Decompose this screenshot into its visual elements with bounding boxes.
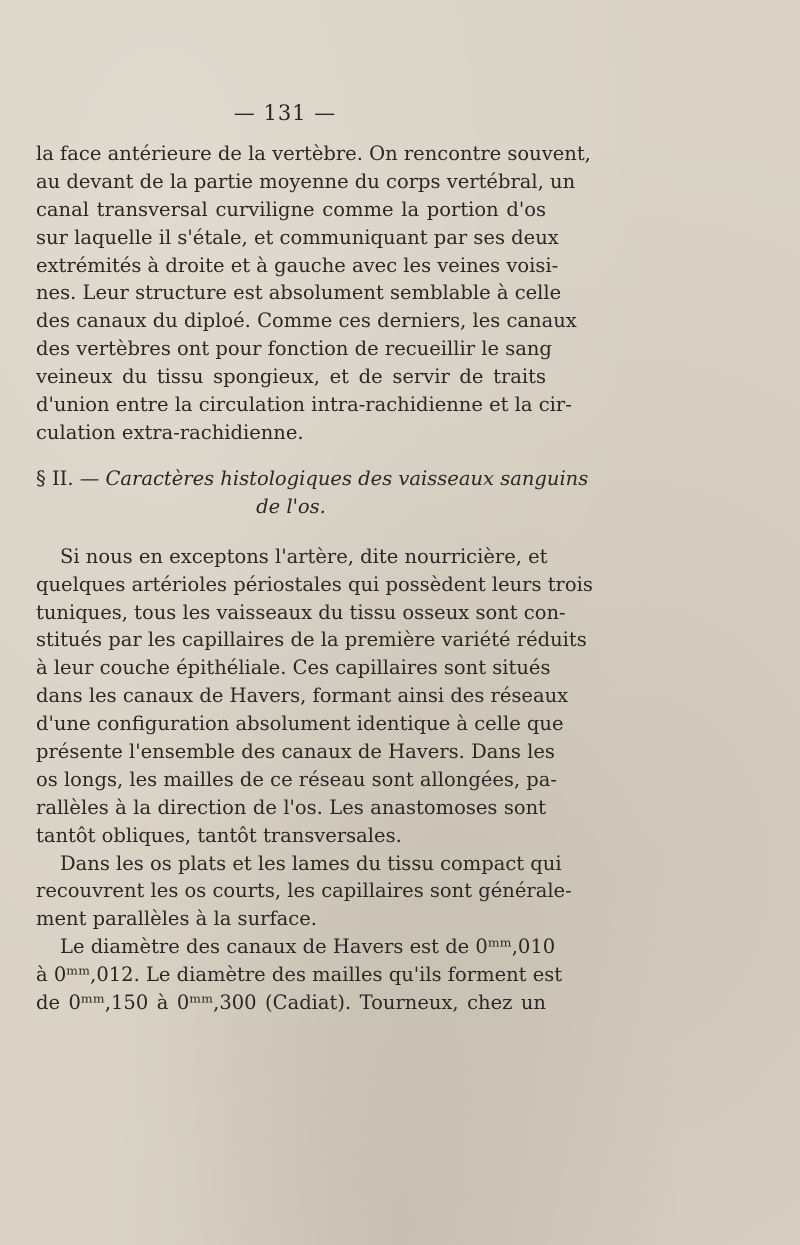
text-line: ment parallèles à la surface. [36, 907, 317, 931]
text-line: des vertèbres ont pour fonction de recueillir le sang [36, 337, 552, 361]
text-line: Dans les os plats et les lames du tissu compact qui [60, 851, 562, 875]
text-line: recouvrent les os courts, les capillaires sont générale- [36, 879, 572, 903]
text-line: quelques artérioles périostales qui possèdent leurs trois [36, 572, 593, 596]
text-line: à leur couche épithéliale. Ces capillaires sont situés [36, 656, 551, 680]
text-line: d'union entre la circulation intra-rachidienne et la cir- [36, 393, 572, 417]
text-line: sur laquelle il s'étale, et communiquant par ses deux [36, 225, 559, 249]
section-title-line1: Caractères histologiques des vaisseaux sanguins [105, 466, 589, 490]
text-line: stitués par les capillaires de la première variété réduits [36, 628, 587, 652]
text-line: nes. Leur structure est absolument semblable à celle [36, 281, 562, 305]
text-line: d'une configuration absolument identique à celle que [36, 712, 564, 736]
text-line: canal transversal curviligne comme la portion d'os [36, 197, 546, 221]
text-line: de 0ᵐᵐ,150 à 0ᵐᵐ,300 (Cadiat). Tourneux, chez un [36, 991, 546, 1015]
text-line: os longs, les mailles de ce réseau sont allongées, pa- [36, 767, 557, 791]
text-line: la face antérieure de la vertèbre. On rencontre souvent, [36, 142, 591, 165]
text-line: extrémités à droite et à gauche avec les veines voisi- [36, 253, 559, 277]
text-line: dans les canaux de Havers, formant ainsi des réseaux [36, 684, 569, 708]
text-line: rallèles à la direction de l'os. Les anastomoses sont [36, 795, 546, 819]
text-line: Le diamètre des canaux de Havers est de 0ᵐᵐ,010 [60, 935, 556, 959]
section-title-line2: de l'os. [256, 494, 326, 518]
text-line: des canaux du diploé. Comme ces derniers, les canaux [36, 309, 577, 333]
text-line: veineux du tissu spongieux, et de servir de traits [36, 365, 546, 389]
paragraph [36, 933, 563, 1017]
text-line: à 0ᵐᵐ,012. Le diamètre des mailles qu'ils forment est [36, 963, 563, 987]
text-line: tuniques, tous les vaisseaux du tissu osseux sont con- [36, 600, 566, 624]
paragraph [36, 543, 593, 850]
continuation-paragraph [36, 140, 591, 447]
section-heading [36, 465, 589, 521]
page-number: — 131 — [233, 101, 337, 125]
text-line: Si nous en exceptons l'artère, dite nourricière, et [60, 544, 548, 568]
paragraph [36, 850, 572, 934]
text-line: présente l'ensemble des canaux de Havers. Dans les [36, 740, 555, 764]
page-body [36, 140, 593, 1017]
section-prefix: § II. — [36, 466, 106, 490]
text-line: tantôt obliques, tantôt transversales. [36, 823, 402, 847]
text-line: au devant de la partie moyenne du corps vertébral, un [36, 169, 576, 193]
text-line: culation extra-rachidienne. [36, 420, 304, 444]
